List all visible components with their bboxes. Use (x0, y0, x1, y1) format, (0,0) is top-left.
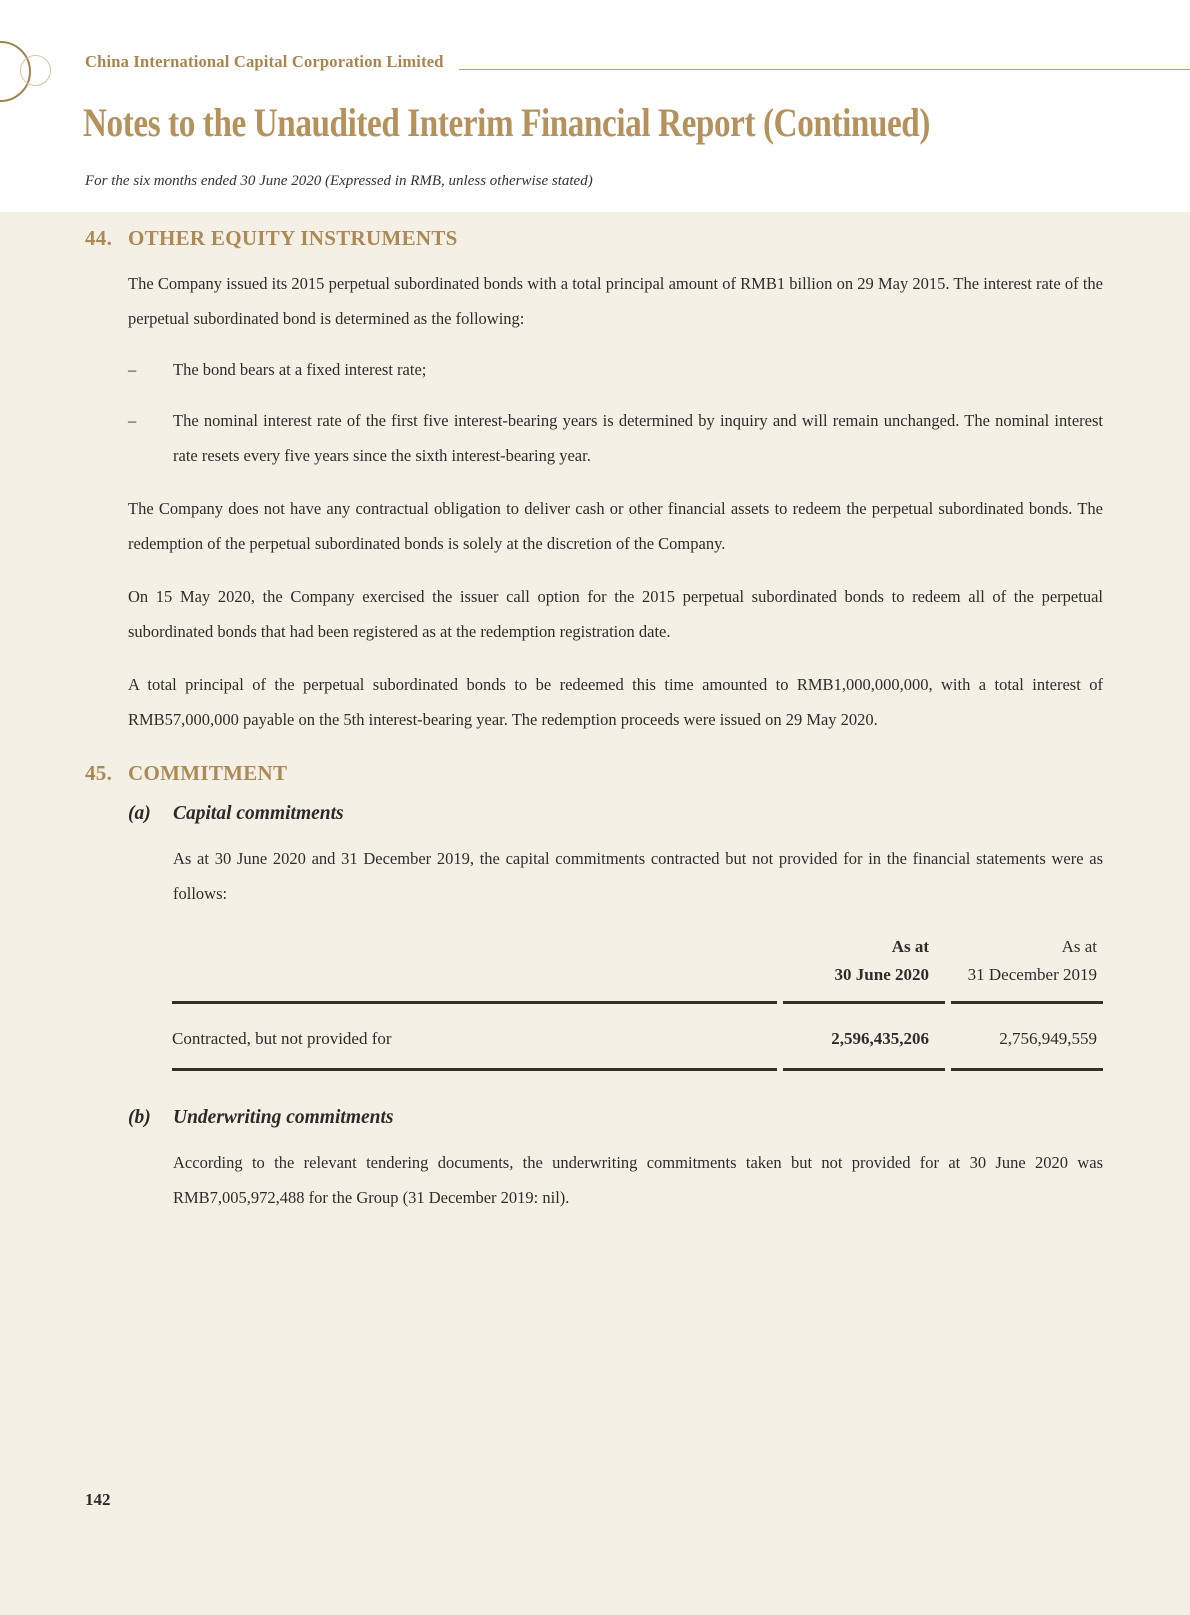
rule-segment (783, 1068, 945, 1071)
rule-segment (951, 1001, 1103, 1004)
paragraph-total-principal: A total principal of the perpetual subordinated bonds to be redeemed this time amounted to RMB1,000,000,000, with a total interest of RMB57,000,000 payable on the 5th interest-bearing year. The redemption proceeds were issued on 29 May 2020. (128, 675, 1103, 729)
paragraph-underwriting: According to the relevant tendering documents, the underwriting commitments taken but not provided for at 30 June 2020 was RMB7,005,972,488 for the Group (31 December 2019: nil). (173, 1153, 1103, 1207)
column-header-31-december-2019 (945, 933, 1103, 989)
column-header-asat: As at (1061, 937, 1097, 956)
table-bottom-rule (172, 1068, 1103, 1071)
rule-segment (951, 1068, 1103, 1071)
subsection-b-title: Underwriting commitments (173, 1107, 394, 1128)
row-value-2019: 2,756,949,559 (999, 1029, 1097, 1048)
section-45-heading (85, 759, 1103, 787)
column-header-30-june-2020 (777, 933, 945, 989)
column-header-date: 31 December 2019 (967, 965, 1097, 984)
section-45-title: COMMITMENT (128, 761, 288, 785)
paragraph-call-option: On 15 May 2020, the Company exercised the issuer call option for the 2015 perpetual subordinated bonds to redeem all of the perpetual subordinated bonds that had been registered as at the redemption registration date. (128, 587, 1103, 641)
content-area (0, 212, 1190, 1615)
subsection-a-label: (a) (128, 803, 151, 824)
page-subtitle: For the six months ended 30 June 2020 (Expressed in RMB, unless otherwise stated) (85, 173, 593, 189)
section-44-number: 44. (85, 226, 113, 250)
bullet-dash: – (128, 360, 137, 379)
bullet-text: The bond bears at a fixed interest rate; (173, 360, 427, 379)
page-number: 142 (85, 1490, 111, 1509)
subsection-a-title: Capital commitments (173, 803, 344, 824)
row-value-2020: 2,596,435,206 (831, 1029, 929, 1048)
paragraph-bond-issue: The Company issued its 2015 perpetual subordinated bonds with a total principal amount of RMB1 billion on 29 May 2015. The interest rate of the perpetual subordinated bond is determined as the following: (128, 274, 1103, 328)
section-44-heading (85, 224, 1103, 252)
column-header-date: 30 June 2020 (834, 965, 929, 984)
table-header-spacer (172, 933, 777, 989)
paragraph-no-obligation: The Company does not have any contractual obligation to deliver cash or other financial assets to redeem the perpetual subordinated bonds. The redemption of the perpetual subordinated bonds is solely at the discretion of the Company. (128, 499, 1103, 553)
row-label: Contracted, but not provided for (172, 1029, 392, 1048)
subsection-a-heading (128, 801, 1103, 827)
rule-segment (783, 1001, 945, 1004)
table-row (172, 1004, 1103, 1068)
bullet-dash: – (128, 411, 137, 430)
rule-segment (172, 1068, 777, 1071)
section-44-title: OTHER EQUITY INSTRUMENTS (128, 226, 458, 250)
bullet-fixed-rate (128, 352, 1103, 387)
page-header (0, 0, 1190, 212)
header-rule (459, 69, 1190, 70)
company-name: China International Capital Corporation Limited (85, 52, 444, 71)
section-45-number: 45. (85, 761, 113, 785)
bullet-text: The nominal interest rate of the first five interest-bearing years is determined by inquiry and will remain unchanged. The nominal interest rate resets every five years since the sixth interest-bearing year. (173, 411, 1103, 465)
bullet-nominal-rate (128, 403, 1103, 473)
table-header-row (172, 925, 1103, 989)
table-top-rule (172, 1001, 1103, 1004)
subsection-b-heading (128, 1105, 1103, 1131)
page-title: Notes to the Unaudited Interim Financial Report (Continued) (83, 100, 931, 145)
column-header-asat: As at (891, 937, 929, 956)
capital-commitments-table (172, 925, 1103, 1071)
rule-segment (172, 1001, 777, 1004)
paragraph-capital-intro: As at 30 June 2020 and 31 December 2019, the capital commitments contracted but not provided for in the financial statements were as follows: (173, 849, 1103, 903)
subsection-b-label: (b) (128, 1107, 151, 1128)
logo-circle-small-icon (20, 55, 51, 86)
